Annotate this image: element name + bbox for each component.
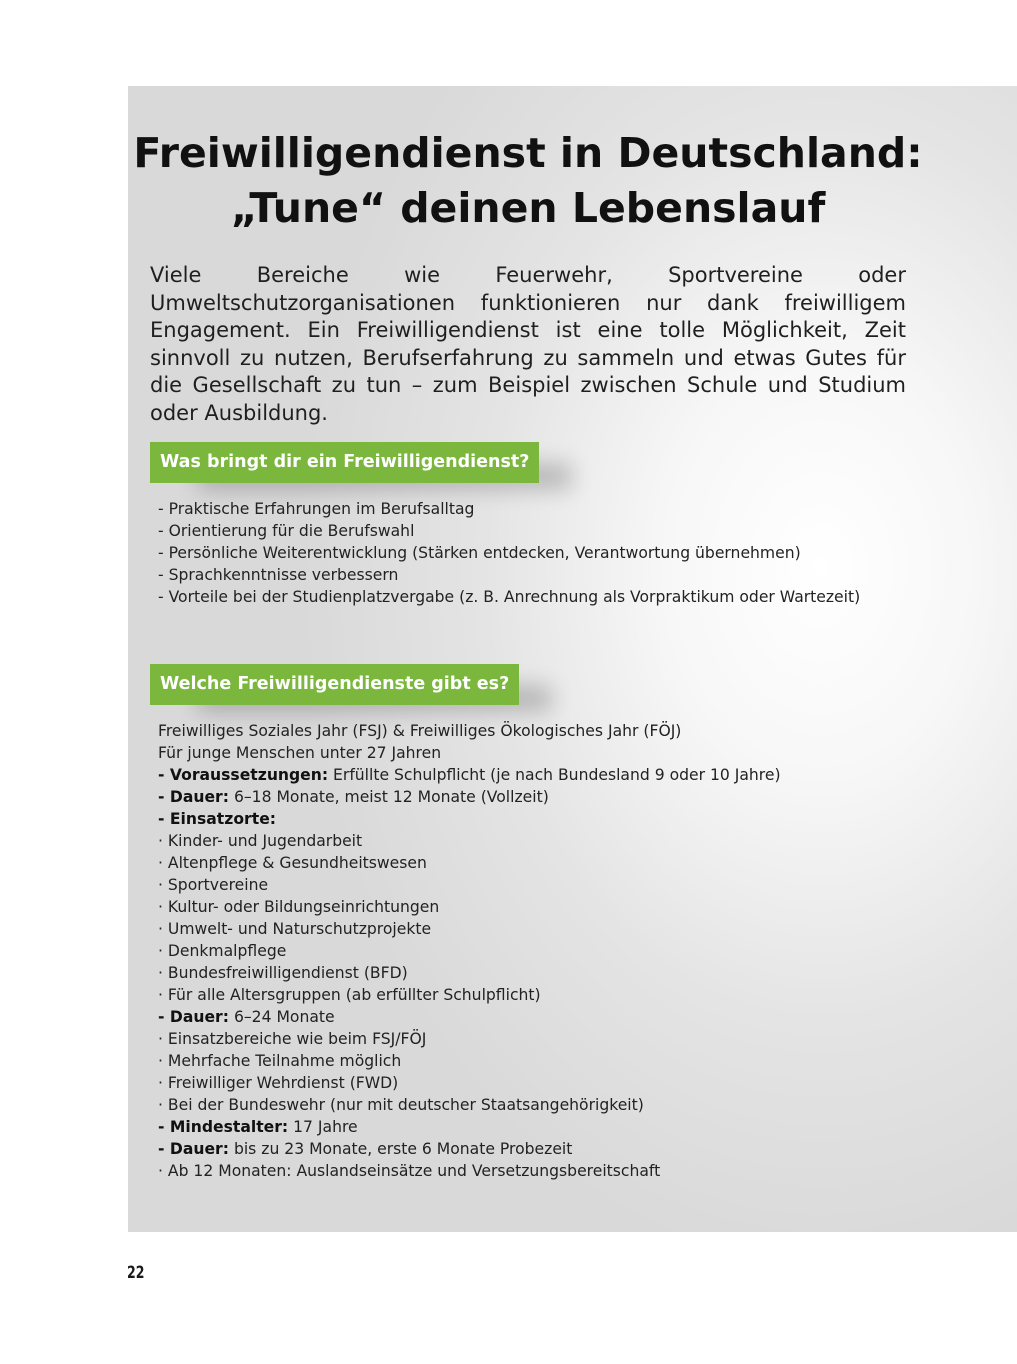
list-item-text: Für junge Menschen unter 27 Jahren [158,744,442,762]
title-line-1: Freiwilligendienst in Deutschland: [133,129,923,177]
list-item: - Praktische Erfahrungen im Berufsalltag [158,500,475,518]
list-item: - Persönliche Weiterentwicklung (Stärken entdecken, Verantwortung übernehmen) [158,544,801,562]
list-item-text: · Für alle Altersgruppen (ab erfüllter Schulpflicht) [158,986,541,1004]
list-item [158,962,781,984]
list-item [158,852,781,874]
list-item-label: - Voraussetzungen: [158,766,329,784]
list-item [158,830,781,852]
section-header-services: Welche Freiwilligendienste gibt es? [150,664,519,705]
title-line-2: „Tune“ deinen Lebenslauf [230,184,826,232]
list-item [158,1138,781,1160]
list-item [158,874,781,896]
list-item-label: - Dauer: [158,788,229,806]
list-item [158,1116,781,1138]
list-item-text: · Freiwilliger Wehrdienst (FWD) [158,1074,399,1092]
list-item [158,786,781,808]
list-item [158,1160,781,1182]
benefits-list [158,498,860,608]
list-item [158,1094,781,1116]
list-item-text: 6–24 Monate [228,1008,335,1026]
list-item-text: · Kultur- oder Bildungseinrichtungen [158,898,440,916]
list-item [158,918,781,940]
list-item [158,1028,781,1050]
list-item-text: Freiwilliges Soziales Jahr (FSJ) & Freiwilliges Ökologisches Jahr (FÖJ) [158,722,682,740]
list-item-text: · Sportvereine [158,876,269,894]
list-item [158,1006,781,1028]
list-item-text: 6–18 Monate, meist 12 Monate (Vollzeit) [228,788,549,806]
list-item [158,1072,781,1094]
list-item [158,1050,781,1072]
list-item [158,984,781,1006]
list-item: - Orientierung für die Berufswahl [158,522,415,540]
page-title [128,126,928,236]
list-item: - Vorteile bei der Studienplatzvergabe (z. B. Anrechnung als Vorpraktikum oder Wartezeit) [158,588,861,606]
list-item-text: · Einsatzbereiche wie beim FSJ/FÖJ [158,1030,427,1048]
services-list [158,720,781,1182]
list-item-text: · Mehrfache Teilnahme möglich [158,1052,402,1070]
list-item-text: · Denkmalpflege [158,942,287,960]
list-item-text: · Umwelt- und Naturschutzprojekte [158,920,432,938]
list-item [158,742,781,764]
list-item [158,808,781,830]
list-item [158,764,781,786]
list-item-text: · Bei der Bundeswehr (nur mit deutscher Staatsangehörigkeit) [158,1096,644,1114]
list-item [158,896,781,918]
list-item: - Sprachkenntnisse verbessern [158,566,399,584]
list-item [158,720,781,742]
list-item-label: - Dauer: [158,1008,229,1026]
list-item-label: - Mindestalter: [158,1118,289,1136]
page-number: 22 [127,1263,145,1283]
section-header-benefits: Was bringt dir ein Freiwilligendienst? [150,442,539,483]
list-item-text: · Kinder- und Jugendarbeit [158,832,363,850]
list-item-text: · Bundesfreiwilligendienst (BFD) [158,964,408,982]
list-item-text: · Altenpflege & Gesundheitswesen [158,854,427,872]
list-item-label: - Einsatzorte: [158,810,277,828]
list-item-text: Erfüllte Schulpflicht (je nach Bundesland 9 oder 10 Jahre) [328,766,781,784]
content-panel [128,86,1017,1232]
list-item-text: bis zu 23 Monate, erste 6 Monate Probezeit [228,1140,573,1158]
list-item [158,940,781,962]
list-item-text: · Ab 12 Monaten: Auslandseinsätze und Versetzungsbereitschaft [158,1162,661,1180]
list-item-text: 17 Jahre [288,1118,358,1136]
list-item-label: - Dauer: [158,1140,229,1158]
intro-paragraph: Viele Bereiche wie Feuerwehr, Sportvereine oder Umweltschutzorganisationen funktionieren nur dank freiwilligem Engagement. Ein Freiwilligendienst ist eine tolle Möglichkeit, Zeit sinnvoll zu nutzen, Berufserfahrung zu sammeln und etwas Gutes für die Gesellschaft zu tun – zum Beispiel zwischen Schule und Studium oder Ausbildung. [150,263,906,425]
